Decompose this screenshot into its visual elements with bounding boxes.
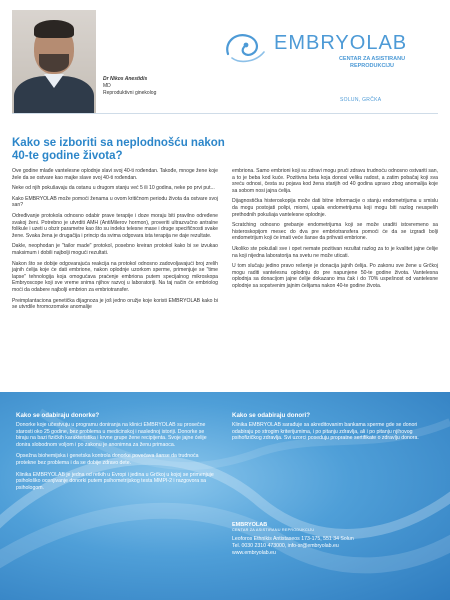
paragraph: Preimplantaciona genetička dijagnoza je još jedno oružje koje koristi EMBRYOLAB kako bi se utvrdile hromozomske anomalije [12,297,218,311]
paragraph: Određivanje protokola odnosno odabir prave terapije i doze moraju biti pravilno određene svakoj ženi. Potrebno je utvrditi AMH (AntiMilerov hormon), proveriti ultrazvučno antralne folikule i uzeti u obzir parametre kao što su indeks telesne mase i druge specifičnosti svake žene. Svaka žena je drugačija i princip da svima odgovara ista terapija ne daje rezultate. [12,212,218,239]
panel-column-left [16,412,216,496]
paragraph: Klinika EMBRYOLAB je jedna od retkih u Evropi i jedina u Grčkoj u kojoj se primenjuje psihološko ocenjivanje donorki putem psihometrijskog testa MMPI-2 i razgovora sa psihologom. [16,471,214,491]
contact-brand: EMBRYOLAB [232,522,268,528]
donor-info-panel [0,392,450,600]
contact-phone: Tel. 0030 2310 473000, info-sr@embryolab.eu [232,543,339,549]
logo-subtitle-line2: REPRODUKCIJU [349,63,394,69]
contact-brand-subtitle: CENTAR ZA ASISTIRANU REPRODUKCIJU [232,528,315,532]
paragraph: Scratching odnosno grebanje endometrijuma koji se može uraditi istovremeno sa histeroskopijom mesec do dva pre embriotransfera pomoći će da se izgradi bolji endometrijum koji će imati veće šanse da prihvati embrione. [232,222,438,242]
paragraph: Nakon što se dobije odgovarajuća reakcija na protokol odnosno zadovoljavajući broj zrelih jajnih ćelija koje će dati embrione, nakon oplodnje uzorkom sperme, primenjuje se "time lapse" tehnologija koja omogućava praćenje embriona putem specijalnog mikroskopa Embryoscope koji sve vreme snima njihov razvoj u laboratoriji. Na taj način će embriolog moći da odabere najbolji embrion za embriotransfer. [12,260,218,293]
author-degree: MD [103,83,111,89]
header-divider [12,113,438,114]
article-column-left [12,168,218,315]
logo-subtitle [322,56,422,70]
embryolab-logo [222,28,422,78]
author-role: Reproduktivni ginekolog [103,90,157,96]
paragraph: Ukoliko ste pokušali sve i opet nemate pozitivan rezultat razlog za to je kvalitet jajne ćelije na koji nijedna laboratorija na svetu ne može uticati. [232,245,438,259]
paragraph: embriona. Samo embrioni koji su zdravi mogu prući zdravu trudnoću odnosno ostvariti san, a to je beba kod kuće. Pozitivna beta koja donosi veliku radost, a zatim pobačaj koji sva sreću odnosi, česta su pojava kod žena starijih od 40 godina upravo zbog anomalija koje sa sobom nosi jajna ćelija. [232,168,438,194]
contact-address: Leoforos Ethnikis Antistaseos 173-175, 551 34 Solun [232,536,354,542]
panel-heading: Kako se odabiraju donori? [232,412,311,419]
location: SOLUN, GRČKA [340,97,382,103]
paragraph: Ove godine mlađe vantelesne oplodnje slavi svoj 40-ti rođendan. Takođe, mnoge žene koje žele da se ostvare kao majke slave svoj 40-ti rođendan. [12,168,218,181]
paragraph: Kako EMBRYOLAB može pomoći ženama u ovom kritičnom periodu života da ostvare svoj san? [12,195,218,209]
paragraph: Dijagnostička histeroskopija može dati bitne informacije o stanju endometrijuma u smislu da mogu postojati polipi, miomi, upala endometrijuma koji mogu biti razlog neuspelih prethodnih pokušaja vantelesne oplodnje. [232,198,438,218]
author-info [103,76,156,97]
contact-website[interactable]: www.embryolab.eu [232,550,276,556]
paragraph: Donorke koje učestvuju u programu doniranja na klinici EMBRYOLAB su prosečne starosti oko 25 godine, bez problema u medicinskoj i naslednoj istoriji. Donorke se biraju na bazi fizičkih karakteristika i krvne grupe žene recipijenta. Svoje jajne ćelije donira slobodnom voljom i po zakonu je anonimna za ženu primaoca. [16,422,207,448]
logo-name: EMBRYOLAB [274,32,408,54]
author-photo [12,10,96,114]
logo-subtitle-line1: CENTAR ZA ASISTIRANU [338,56,406,62]
paragraph: Opsežna biohemijska i genetska kontrola donorke povećava šanse da trudnoća protekne bez problema i da se dobije zdravo dete. [16,453,199,466]
paragraph: Klinika EMBRYOLAB sarađuje sa akreditovanim bankama sperme gde se donori odabiraju po strogim kriterijumima, i po pitanju zdravlja, ali i po pitanju njihovog psihofizičkog zdravlja. Svi uzorci poseduju propratne sertifikate o zdravlju donora. [232,422,419,442]
panel-heading: Kako se odabiraju donorke? [16,412,100,419]
author-name: Dr Nikos Anestidis [103,76,148,82]
embryo-swirl-icon [222,28,274,68]
paragraph: U tom slučaju jedino pravo rešenje je donacija jajnih ćelija. Po zakonu sve žene u Grčkoj mogu raditi vantelesnu oplodnju do pre napunjene 50-te godine života. Vantelesna oplodnja sa donacijom jajne ćelije dokazano ima čak i do 70% uspešnost od vantelesne oplodnje sa sopstvenim jajnim ćelijama nakon 40-te godine života. [232,263,438,289]
page-header [0,0,450,122]
article-column-right [232,168,438,294]
panel-column-right [232,412,432,447]
paragraph: Dakle, neophodan je "tailor made" protokol, posebno kreiran protokol kako bi se izvukao maksimum i dobili najbolji mogući rezultati. [12,243,218,256]
paragraph: Neke od njih pokušavaju da ostanu u drugom stanju već 5 ili 10 godina, neke po prvi put... [12,185,215,192]
article-title: Kako se izboriti sa neplodnošću nakon 40-te godine života? [12,137,225,162]
contact-block [232,522,432,557]
